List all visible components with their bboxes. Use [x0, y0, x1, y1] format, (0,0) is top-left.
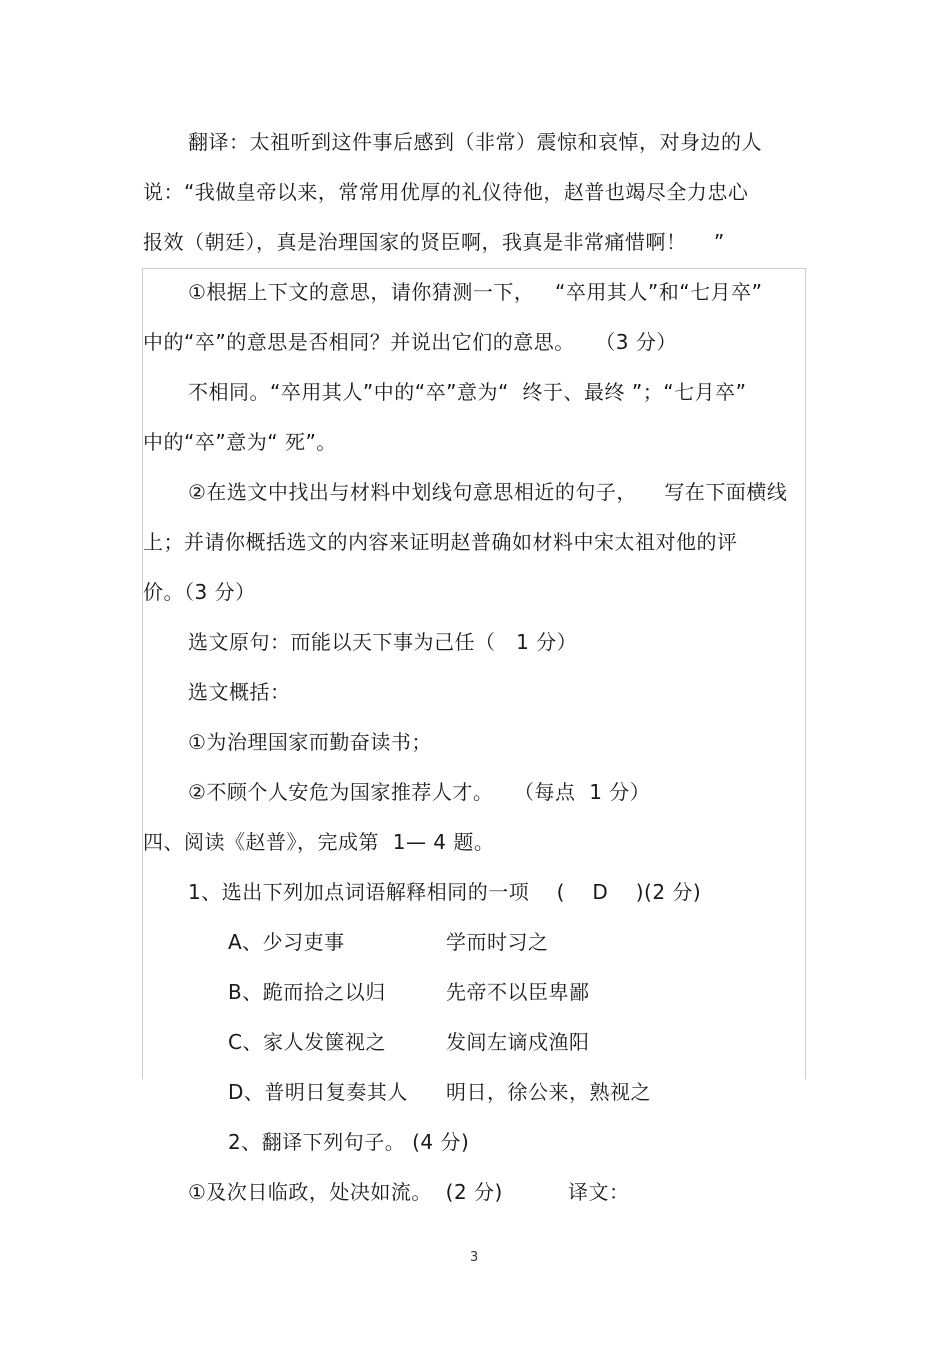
translation-line-3: 报效（朝廷），真是治理国家的贤臣啊，我真是非常痛惜啊！ ”	[143, 230, 725, 254]
question1-answer-line-1: 不相同。“卒用其人”中的“卒”意为“ 终于、最终 ”；“七月卒”	[188, 380, 747, 404]
option-c-compare: 发闾左谪戍渔阳	[446, 1030, 590, 1054]
translation-line-1: 翻译：太祖听到这件事后感到（非常）震惊和哀悼，对身边的人	[188, 130, 762, 154]
translation-line-2: 说：“我做皇帝以来，常常用优厚的礼仪待他，赵普也竭尽全力忠心	[143, 180, 749, 204]
option-d-label: D、普明日复奏其人	[228, 1080, 408, 1104]
question2-answer-summary-label: 选文概括：	[188, 680, 291, 704]
section4-question-2-item-1: ①及次日临政，处决如流。 (2 分)	[188, 1180, 503, 1204]
question2-line-3: 价。（3 分）	[143, 580, 256, 604]
option-b-compare: 先帝不以臣卑鄙	[446, 980, 590, 1004]
option-d-compare: 明日，徐公来，熟视之	[446, 1080, 651, 1104]
option-b-label: B、跪而拾之以归	[228, 980, 386, 1004]
option-a-compare: 学而时习之	[446, 930, 549, 954]
question2-answer-point-1: ①为治理国家而勤奋读书；	[188, 730, 432, 754]
option-a-label: A、少习吏事	[228, 930, 345, 954]
question2-line-1: ②在选文中找出与材料中划线句意思相近的句子， 写在下面横线	[188, 480, 788, 504]
option-c-label: C、家人发箧视之	[228, 1030, 386, 1054]
question1-line-1: ①根据上下文的意思，请你猜测一下， “卒用其人”和“七月卒”	[188, 280, 763, 304]
question2-answer-point-2: ②不顾个人安危为国家推荐人才。 （每点 1 分）	[188, 780, 651, 804]
question2-answer-original: 选文原句：而能以天下事为己任（ 1 分）	[188, 630, 578, 654]
translation-answer-label: 译文：	[568, 1180, 630, 1204]
question1-answer-line-2: 中的“卒”意为“ 死”。	[143, 430, 337, 454]
section4-question-2: 2、翻译下列句子。 (4 分)	[228, 1130, 470, 1154]
page-number: 3	[470, 1250, 479, 1265]
section4-title: 四、阅读《赵普》，完成第 1— 4 题。	[143, 830, 495, 854]
section4-question-1: 1、选出下列加点词语解释相同的一项 ( D )(2 分)	[188, 880, 702, 904]
question1-line-2: 中的“卒”的意思是否相同？并说出它们的意思。 （3 分）	[143, 330, 677, 354]
question2-line-2: 上；并请你概括选文的内容来证明赵普确如材料中宋太祖对他的评	[143, 530, 738, 554]
